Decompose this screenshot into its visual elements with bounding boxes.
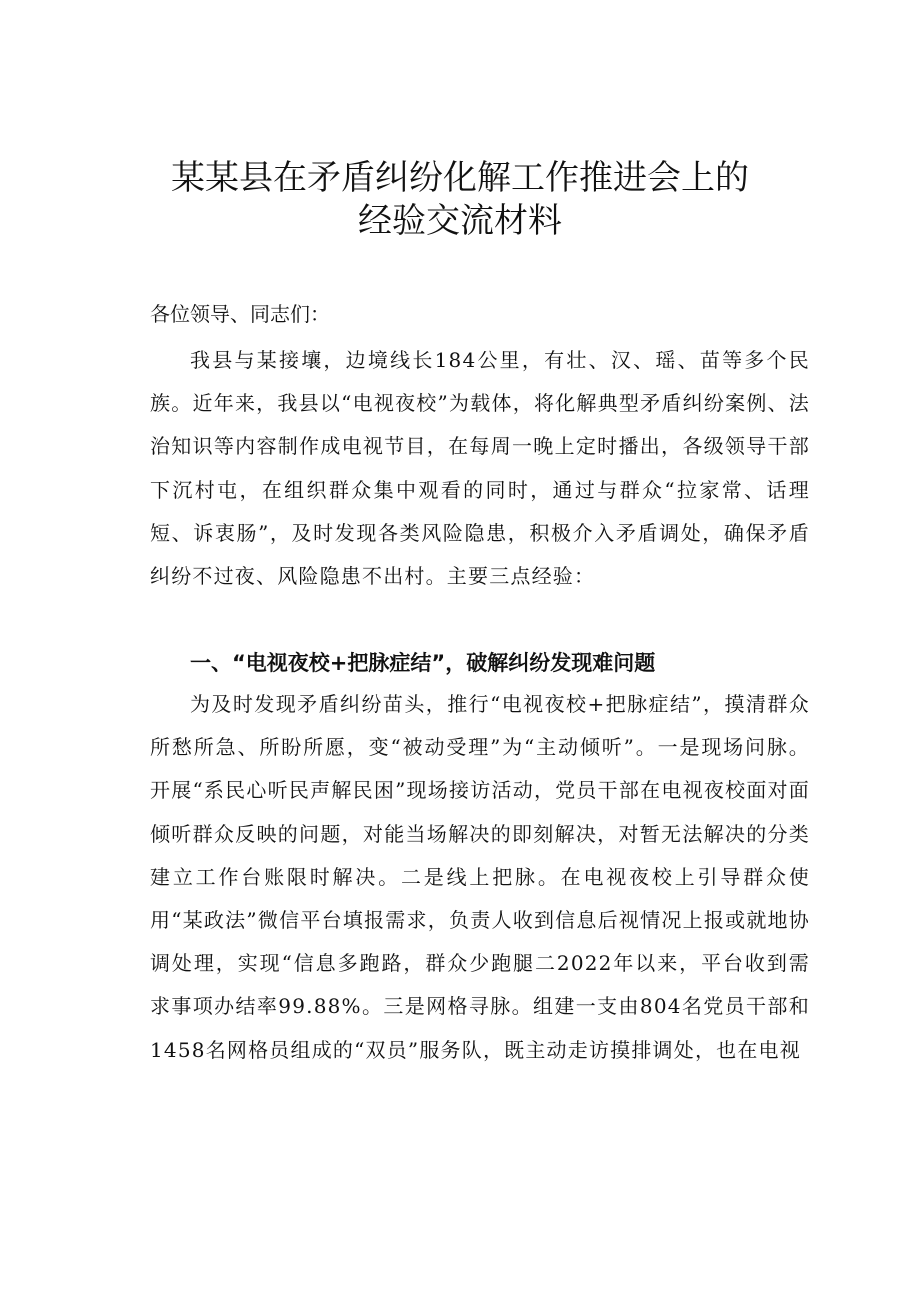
section-heading-1: 一、“电视夜校+把脉症结”，破解纠纷发现难问题	[190, 651, 656, 675]
paragraph-section1: 为及时发现矛盾纠纷苗头，推行“电视夜校+把脉症结”，摸清群众所愁所急、所盼所愿，变“被动受理”为“主动倾听”。一是现场问脉。开展“系民心听民声解民困”现场接访活动，党员干部在电视夜校面对面倾听群众反映的问题，对能当场解决的即刻解决，对暂无法解决的分类建立工作台账限时解决。二是线上把脉。在电视夜校上引导群众使用“某政法”微信平台填报需求，负责人收到信息后视情况上报或就地协调处理，实现“信息多跑路，群众少跑腿二2022年以来，平台收到需求事项办结率99.88%。三是网格寻脉。组建一支由804名党员干部和1458名网格员组成的“双员”服务队，既主动走访摸排调处，也在电视	[150, 692, 810, 1062]
document-title-line2: 经验交流材料	[358, 201, 562, 241]
document-title-line1: 某某县在矛盾纠纷化解工作推进会上的	[171, 158, 749, 198]
salutation: 各位领导、同志们：	[150, 302, 330, 326]
paragraph-intro: 我县与某接壤，边境线长184公里，有壮、汉、瑶、苗等多个民族。近年来，我县以“电视夜校”为载体，将化解典型矛盾纠纷案例、法治知识等内容制作成电视节目，在每周一晚上定时播出，各级领导干部下沉村屯，在组织群众集中观看的同时，通过与群众“拉家常、话理短、诉衷肠”，及时发现各类风险隐患，积极介入矛盾调处，确保矛盾纠纷不过夜、风险隐患不出村。主要三点经验：	[150, 348, 810, 589]
